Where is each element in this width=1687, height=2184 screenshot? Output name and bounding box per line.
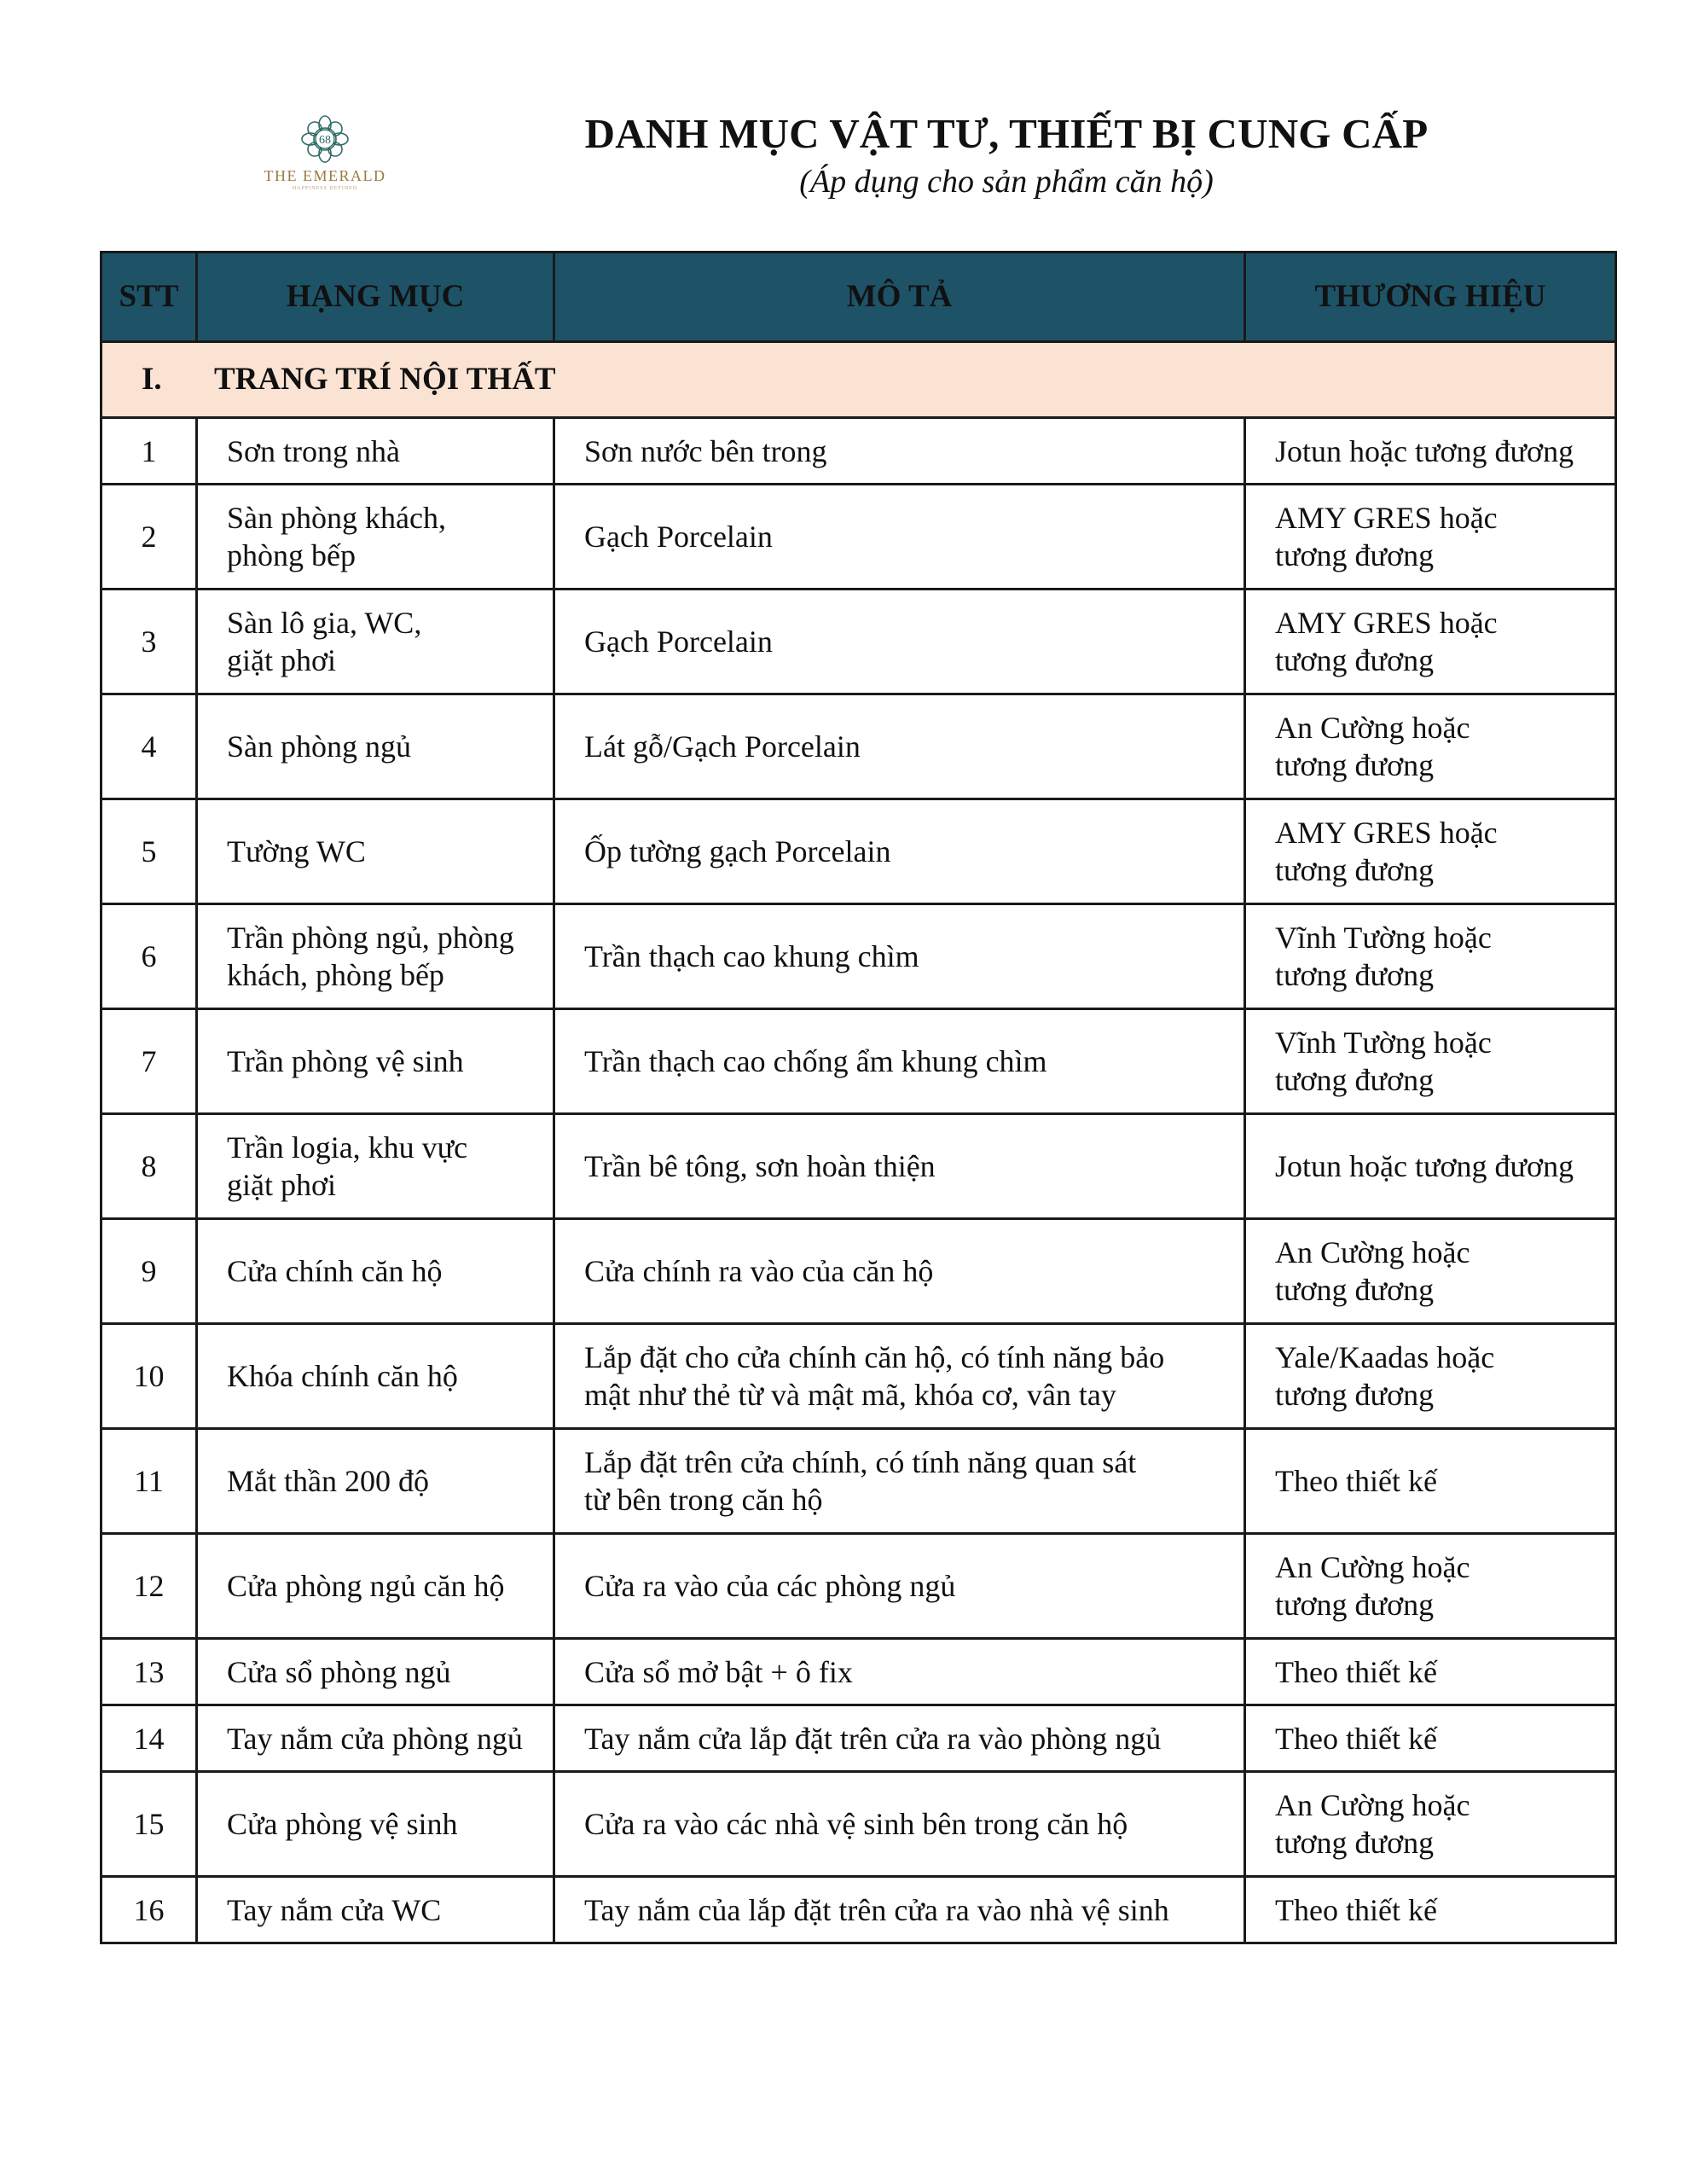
description-cell <box>554 799 1245 904</box>
brand-cell <box>1245 1705 1616 1772</box>
table-row <box>101 590 1616 694</box>
item-cell-line: Cửa chính căn hộ <box>227 1254 443 1288</box>
brand-cell-line: tương đương <box>1275 1826 1435 1860</box>
table-row <box>101 1705 1616 1772</box>
item-cell <box>197 799 554 904</box>
column-header-stt: STT <box>101 253 197 342</box>
brand-cell-line: tương đương <box>1275 958 1435 992</box>
description-cell-line: Cửa ra vào của các phòng ngủ <box>584 1569 956 1603</box>
row-number-cell: 15 <box>101 1772 197 1877</box>
row-number-cell: 11 <box>101 1429 197 1534</box>
brand-cell-line: tương đương <box>1275 1063 1435 1097</box>
item-cell <box>197 1639 554 1705</box>
column-header-brand: THƯƠNG HIỆU <box>1245 253 1616 342</box>
item-cell <box>197 485 554 590</box>
brand-cell-line: tương đương <box>1275 853 1435 887</box>
brand-cell-line: Theo thiết kế <box>1275 1654 1437 1689</box>
description-cell <box>554 590 1245 694</box>
table-row <box>101 1009 1616 1114</box>
description-cell-line: Trần bê tông, sơn hoàn thiện <box>584 1149 936 1183</box>
table-row <box>101 694 1616 799</box>
item-cell <box>197 1877 554 1943</box>
row-number-cell: 9 <box>101 1219 197 1324</box>
description-cell <box>554 1114 1245 1219</box>
section-title: TRANG TRÍ NỘI THẤT <box>214 362 556 397</box>
description-cell <box>554 1772 1245 1877</box>
brand-cell-line: An Cường hoặc <box>1275 711 1470 745</box>
item-cell-line: Cửa phòng vệ sinh <box>227 1807 458 1841</box>
brand-cell <box>1245 1429 1616 1534</box>
brand-cell-line: Vĩnh Tường hoặc <box>1275 1025 1492 1060</box>
description-cell <box>554 1639 1245 1705</box>
description-cell-line: Trần thạch cao chống ẩm khung chìm <box>584 1044 1047 1078</box>
description-cell-line: Trần thạch cao khung chìm <box>584 939 919 973</box>
brand-cell-line: An Cường hoặc <box>1275 1550 1470 1584</box>
description-cell <box>554 694 1245 799</box>
description-cell-line: Lắp đặt trên cửa chính, có tính năng quan sát <box>584 1445 1137 1479</box>
item-cell-line: Cửa sổ phòng ngủ <box>227 1654 451 1689</box>
brand-cell-line: tương đương <box>1275 1378 1435 1412</box>
brand-cell-line: An Cường hoặc <box>1275 1788 1470 1822</box>
brand-cell-line: Yale/Kaadas hoặc <box>1275 1340 1495 1374</box>
description-cell <box>554 1705 1245 1772</box>
page-title: DANH MỤC VẬT TƯ, THIẾT BỊ CUNG CẤP <box>584 110 1429 157</box>
description-cell-line: Gạch Porcelain <box>584 520 773 554</box>
table-row <box>101 485 1616 590</box>
row-number-cell: 14 <box>101 1705 197 1772</box>
brand-cell <box>1245 1772 1616 1877</box>
item-cell <box>197 1009 554 1114</box>
brand-cell-line: Vĩnh Tường hoặc <box>1275 921 1492 955</box>
description-cell <box>554 1429 1245 1534</box>
description-cell <box>554 1219 1245 1324</box>
row-number-cell: 3 <box>101 590 197 694</box>
description-cell-line: Sơn nước bên trong <box>584 433 827 468</box>
item-cell-line: giặt phơi <box>227 1168 337 1202</box>
table-header-row <box>101 253 1616 342</box>
item-cell-line: Tay nắm cửa phòng ngủ <box>227 1721 523 1756</box>
description-cell-line: Lát gỗ/Gạch Porcelain <box>584 729 861 764</box>
brand-cell-line: tương đương <box>1275 538 1435 572</box>
row-number-cell: 13 <box>101 1639 197 1705</box>
brand-cell-line: An Cường hoặc <box>1275 1235 1470 1269</box>
item-cell <box>197 1429 554 1534</box>
emerald-logo-icon <box>299 113 351 166</box>
item-cell-line: Sàn phòng khách, <box>227 501 446 535</box>
item-cell-line: Cửa phòng ngủ căn hộ <box>227 1569 505 1603</box>
brand-cell-line: Theo thiết kế <box>1275 1464 1437 1498</box>
brand-cell <box>1245 1877 1616 1943</box>
brand-cell-line: AMY GRES hoặc <box>1275 816 1498 850</box>
brand-logo <box>261 113 389 198</box>
brand-cell <box>1245 1324 1616 1429</box>
brand-cell-line: tương đương <box>1275 748 1435 782</box>
item-cell-line: Khóa chính căn hộ <box>227 1359 458 1393</box>
column-header-description: MÔ TẢ <box>554 253 1245 342</box>
description-cell-line: Lắp đặt cho cửa chính căn hộ, có tính năng bảo <box>584 1340 1165 1374</box>
table-row <box>101 418 1616 485</box>
brand-cell-line: tương đương <box>1275 1273 1435 1307</box>
item-cell-line: khách, phòng bếp <box>227 958 444 992</box>
row-number-cell: 6 <box>101 904 197 1009</box>
description-cell-line: Cửa chính ra vào của căn hộ <box>584 1254 934 1288</box>
description-cell <box>554 904 1245 1009</box>
section-cell <box>101 342 1616 418</box>
logo-name: THE EMERALD <box>264 167 386 184</box>
section-number: I. <box>142 362 162 397</box>
table-row <box>101 1114 1616 1219</box>
brand-cell <box>1245 1114 1616 1219</box>
item-cell <box>197 1772 554 1877</box>
row-number-cell: 1 <box>101 418 197 485</box>
item-cell <box>197 1324 554 1429</box>
row-number-cell: 2 <box>101 485 197 590</box>
item-cell-line: Mắt thần 200 độ <box>227 1464 429 1498</box>
row-number-cell: 7 <box>101 1009 197 1114</box>
table-row <box>101 904 1616 1009</box>
item-cell <box>197 694 554 799</box>
description-cell-line: Tay nắm của lắp đặt trên cửa ra vào nhà vệ sinh <box>584 1892 1169 1927</box>
brand-cell-line: Theo thiết kế <box>1275 1892 1437 1927</box>
brand-cell <box>1245 1639 1616 1705</box>
table-row <box>101 1534 1616 1639</box>
description-cell-line: Tay nắm cửa lắp đặt trên cửa ra vào phòng ngủ <box>584 1721 1162 1756</box>
description-cell-line: Gạch Porcelain <box>584 624 773 659</box>
description-cell <box>554 485 1245 590</box>
row-number-cell: 5 <box>101 799 197 904</box>
item-cell <box>197 1705 554 1772</box>
column-header-item: HẠNG MỤC <box>197 253 554 342</box>
svg-text:68: 68 <box>319 134 331 147</box>
section-row <box>101 342 1616 418</box>
item-cell-line: Tay nắm cửa WC <box>227 1892 442 1927</box>
row-number-cell: 4 <box>101 694 197 799</box>
brand-cell-line: AMY GRES hoặc <box>1275 501 1498 535</box>
item-cell-line: giặt phơi <box>227 643 337 677</box>
brand-cell <box>1245 694 1616 799</box>
item-cell-line: Sàn lô gia, WC, <box>227 606 422 640</box>
table-row <box>101 799 1616 904</box>
item-cell-line: Tường WC <box>227 834 366 868</box>
description-cell-line: từ bên trong căn hộ <box>584 1483 823 1517</box>
item-cell <box>197 904 554 1009</box>
brand-cell-line: tương đương <box>1275 1588 1435 1622</box>
brand-cell <box>1245 418 1616 485</box>
item-cell <box>197 1534 554 1639</box>
item-cell-line: Sàn phòng ngủ <box>227 729 411 764</box>
description-cell <box>554 1324 1245 1429</box>
item-cell-line: Trần phòng ngủ, phòng <box>227 921 514 955</box>
description-cell <box>554 1009 1245 1114</box>
item-cell-line: Trần logia, khu vực <box>227 1130 468 1165</box>
table-row <box>101 1429 1616 1534</box>
brand-cell <box>1245 590 1616 694</box>
item-cell <box>197 590 554 694</box>
table-row <box>101 1877 1616 1943</box>
brand-cell-line: Jotun hoặc tương đương <box>1275 433 1574 468</box>
description-cell <box>554 1877 1245 1943</box>
item-cell <box>197 1114 554 1219</box>
materials-table <box>100 251 1617 1944</box>
description-cell-line: Cửa sổ mở bật + ô fix <box>584 1654 853 1689</box>
brand-cell-line: tương đương <box>1275 643 1435 677</box>
item-cell <box>197 418 554 485</box>
table-row <box>101 1219 1616 1324</box>
item-cell <box>197 1219 554 1324</box>
brand-cell-line: Jotun hoặc tương đương <box>1275 1149 1574 1183</box>
table-row <box>101 1324 1616 1429</box>
description-cell-line: Cửa ra vào các nhà vệ sinh bên trong căn hộ <box>584 1807 1128 1841</box>
table-row <box>101 1772 1616 1877</box>
item-cell-line: Sơn trong nhà <box>227 433 401 468</box>
row-number-cell: 8 <box>101 1114 197 1219</box>
brand-cell-line: Theo thiết kế <box>1275 1721 1437 1756</box>
row-number-cell: 16 <box>101 1877 197 1943</box>
description-cell <box>554 1534 1245 1639</box>
brand-cell <box>1245 1534 1616 1639</box>
description-cell-line: Ốp tường gạch Porcelain <box>584 834 891 868</box>
logo-tagline: HAPPINESS DEFINED <box>292 186 358 191</box>
row-number-cell: 12 <box>101 1534 197 1639</box>
brand-cell <box>1245 485 1616 590</box>
table-row <box>101 1639 1616 1705</box>
brand-cell <box>1245 904 1616 1009</box>
brand-cell <box>1245 799 1616 904</box>
description-cell <box>554 418 1245 485</box>
description-cell-line: mật như thẻ từ và mật mã, khóa cơ, vân tay <box>584 1378 1116 1412</box>
brand-cell <box>1245 1219 1616 1324</box>
brand-cell-line: AMY GRES hoặc <box>1275 606 1498 640</box>
brand-cell <box>1245 1009 1616 1114</box>
page-subtitle: (Áp dụng cho sản phẩm căn hộ) <box>799 164 1214 200</box>
item-cell-line: Trần phòng vệ sinh <box>227 1044 464 1078</box>
item-cell-line: phòng bếp <box>227 538 356 572</box>
row-number-cell: 10 <box>101 1324 197 1429</box>
